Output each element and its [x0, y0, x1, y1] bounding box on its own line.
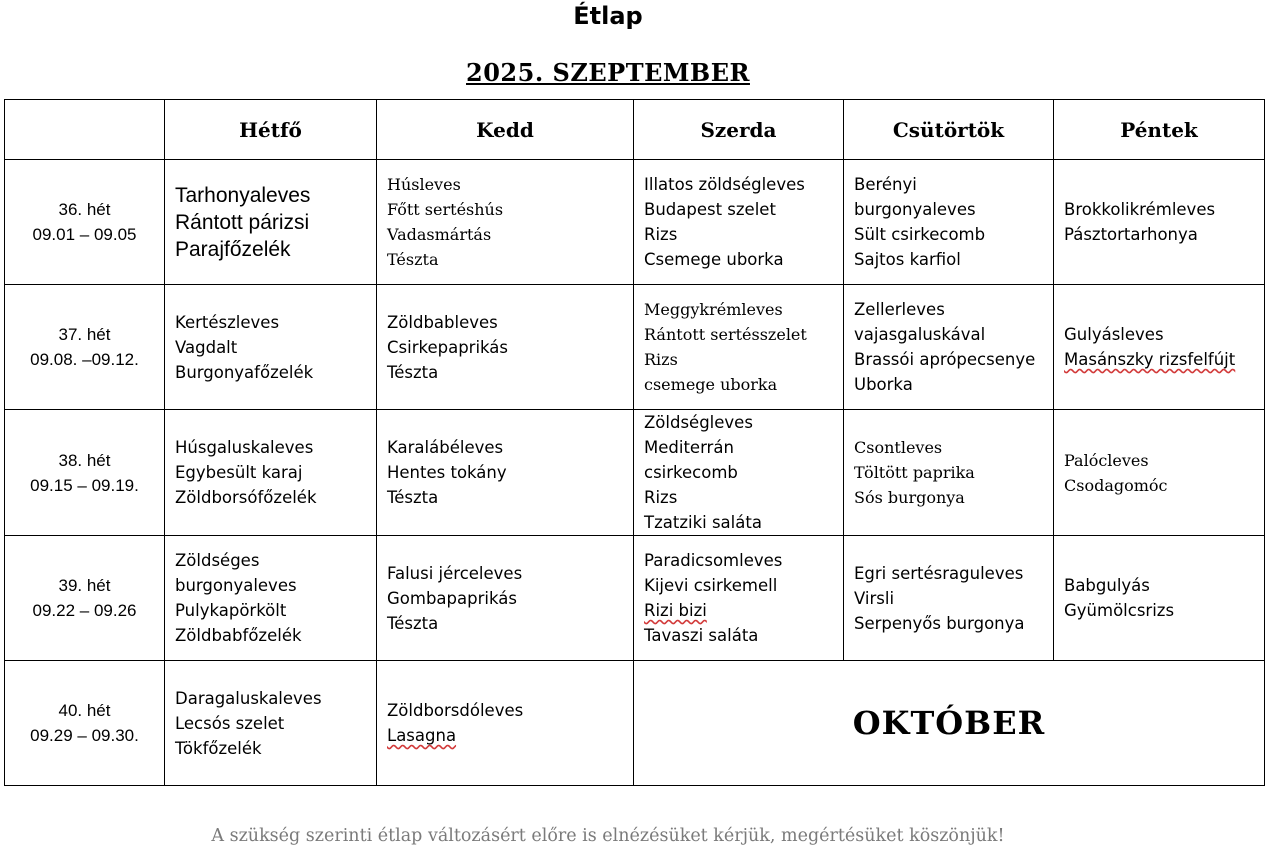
- header-csutortok: Csütörtök: [844, 100, 1054, 160]
- week-dates: 09.22 – 09.26: [32, 601, 137, 620]
- week-cell: [5, 661, 165, 786]
- header-szerda: Szerda: [634, 100, 844, 160]
- menu-cell-szerda: [634, 536, 844, 661]
- dish: Sült csirkecomb: [854, 225, 986, 244]
- dish: Zellerleves: [854, 300, 945, 319]
- menu-cell-csutortok: [844, 536, 1054, 661]
- dish: csemege uborka: [644, 375, 778, 394]
- dish: Húsleves: [387, 175, 461, 194]
- dish: csirkecomb: [644, 463, 738, 482]
- dish: burgonyaleves: [175, 576, 297, 595]
- dish: Tökfőzelék: [175, 738, 262, 758]
- menu-cell-kedd: [377, 160, 634, 285]
- dish: Csirkepaprikás: [387, 337, 509, 357]
- week-cell: [5, 536, 165, 661]
- dish: Tarhonyaleves: [175, 183, 311, 207]
- dish: Parajfőzelék: [175, 237, 291, 261]
- dish: Zöldbabfőzelék: [175, 626, 302, 645]
- dish: Csemege uborka: [644, 250, 784, 269]
- week-row: [5, 410, 1265, 536]
- dish: Meggykrémleves: [644, 300, 783, 319]
- dish: Tészta: [387, 613, 439, 633]
- dish: Töltött paprika: [854, 463, 975, 482]
- dish: Tészta: [387, 488, 439, 507]
- dish: Kertészleves: [175, 312, 280, 332]
- week-row: [5, 160, 1265, 285]
- dish: Vagdalt: [175, 337, 238, 357]
- menu-cell-csutortok: [844, 285, 1054, 410]
- menu-cell-kedd: [377, 536, 634, 661]
- dish: Rizs: [644, 225, 678, 244]
- dish: Zöldséges: [175, 551, 260, 570]
- dish: Gyümölcsrizs: [1064, 601, 1175, 620]
- dish: Masánszky rizsfelfújt: [1064, 350, 1236, 369]
- dish: Lasagna: [387, 726, 457, 745]
- dish: Csontleves: [854, 438, 943, 457]
- dish: Paradicsomleves: [644, 551, 783, 570]
- week-row: [5, 661, 1265, 786]
- menu-cell-csutortok: [844, 160, 1054, 285]
- header-pentek: Péntek: [1054, 100, 1265, 160]
- menu-cell-szerda: [634, 410, 844, 536]
- dish: Kijevi csirkemell: [644, 576, 778, 595]
- header-empty-cell: [5, 100, 165, 160]
- menu-table: [4, 99, 1265, 786]
- week-number: 37. hét: [58, 325, 111, 344]
- week-number: 40. hét: [58, 701, 111, 720]
- header-hetfo: Hétfő: [165, 100, 377, 160]
- dish: Gombapaprikás: [387, 588, 517, 608]
- dish: Rántott sertésszelet: [644, 325, 807, 344]
- dish: Tészta: [387, 250, 439, 269]
- week-row: [5, 285, 1265, 410]
- dish: Tavaszi saláta: [644, 626, 759, 645]
- dish: Pulykapörkölt: [175, 601, 287, 620]
- menu-cell-hetfo: [165, 536, 377, 661]
- menu-cell-pentek: [1054, 536, 1265, 661]
- menu-cell-pentek: [1054, 160, 1265, 285]
- dish: Rizi bizi: [644, 601, 707, 620]
- dish: Csodagomóc: [1064, 475, 1168, 495]
- dish: vajasgaluskával: [854, 325, 986, 344]
- week-number: 39. hét: [58, 576, 111, 595]
- week-dates: 09.08. –09.12.: [30, 350, 139, 369]
- week-cell: [5, 410, 165, 536]
- week-dates: 09.01 – 09.05: [32, 225, 137, 244]
- dish: Zöldborsdóleves: [387, 701, 524, 720]
- dish: Mediterrán: [644, 438, 734, 457]
- dish: Brassói aprópecsenye: [854, 350, 1036, 369]
- dish: Serpenyős burgonya: [854, 613, 1025, 633]
- menu-cell-hetfo: [165, 285, 377, 410]
- week-cell: [5, 285, 165, 410]
- dish: burgonyaleves: [854, 200, 976, 219]
- dish: Gulyásleves: [1064, 325, 1164, 344]
- menu-cell-pentek: [1054, 410, 1265, 536]
- dish: Rizs: [644, 350, 678, 369]
- dish: Rántott párizsi: [175, 210, 310, 234]
- page-title: Étlap: [573, 2, 643, 30]
- week-cell: [5, 160, 165, 285]
- dish: Zöldségleves: [644, 413, 753, 432]
- header-kedd: Kedd: [377, 100, 634, 160]
- dish: Budapest szelet: [644, 200, 776, 219]
- dish: Húsgaluskaleves: [175, 438, 314, 457]
- dish: Virsli: [854, 588, 895, 608]
- dish: Zöldborsófőzelék: [175, 488, 317, 507]
- dish: Sajtos karfiol: [854, 250, 961, 269]
- dish: Egri sertésraguleves: [854, 563, 1024, 583]
- dish: Zöldbableves: [387, 312, 498, 332]
- week-dates: 09.15 – 09.19.: [30, 475, 139, 495]
- menu-cell-szerda: [634, 285, 844, 410]
- october-label: OKTÓBER: [634, 661, 1265, 786]
- dish: Berényi: [854, 175, 917, 194]
- dish: Hentes tokány: [387, 463, 507, 482]
- dish: Vadasmártás: [387, 225, 492, 244]
- menu-cell-csutortok: [844, 410, 1054, 536]
- menu-cell-pentek: [1054, 285, 1265, 410]
- dish: Lecsós szelet: [175, 713, 285, 733]
- dish: Illatos zöldségleves: [644, 175, 805, 194]
- week-number: 36. hét: [58, 200, 111, 219]
- dish: Daragaluskaleves: [175, 688, 322, 708]
- menu-cell-hetfo: [165, 160, 377, 285]
- menu-cell-kedd: [377, 285, 634, 410]
- menu-cell-kedd: [377, 661, 634, 786]
- menu-cell-hetfo: [165, 661, 377, 786]
- footer-note: A szükség szerinti étlap változásért előre is elnézésüket kérjük, megértésüket köszönjük!: [211, 826, 1005, 846]
- week-number: 38. hét: [58, 450, 111, 470]
- dish: Babgulyás: [1064, 576, 1150, 595]
- month-subtitle: 2025. SZEPTEMBER: [466, 58, 750, 87]
- menu-cell-szerda: [634, 160, 844, 285]
- dish: Palócleves: [1064, 450, 1149, 470]
- week-row: [5, 536, 1265, 661]
- dish: Tészta: [387, 362, 439, 382]
- header-row: [5, 100, 1265, 160]
- dish: Tzatziki saláta: [644, 513, 762, 532]
- menu-cell-hetfo: [165, 410, 377, 536]
- dish: Főtt sertéshús: [387, 200, 504, 219]
- dish: Pásztortarhonya: [1064, 225, 1198, 244]
- dish: Rizs: [644, 488, 678, 507]
- dish: Karalábéleves: [387, 438, 504, 457]
- dish: Falusi jérceleves: [387, 563, 523, 583]
- dish: Sós burgonya: [854, 488, 965, 507]
- menu-cell-kedd: [377, 410, 634, 536]
- dish: Egybesült karaj: [175, 463, 303, 482]
- dish: Burgonyafőzelék: [175, 362, 314, 382]
- dish: Uborka: [854, 375, 913, 394]
- dish: Brokkolikrémleves: [1064, 200, 1216, 219]
- week-dates: 09.29 – 09.30.: [30, 726, 139, 745]
